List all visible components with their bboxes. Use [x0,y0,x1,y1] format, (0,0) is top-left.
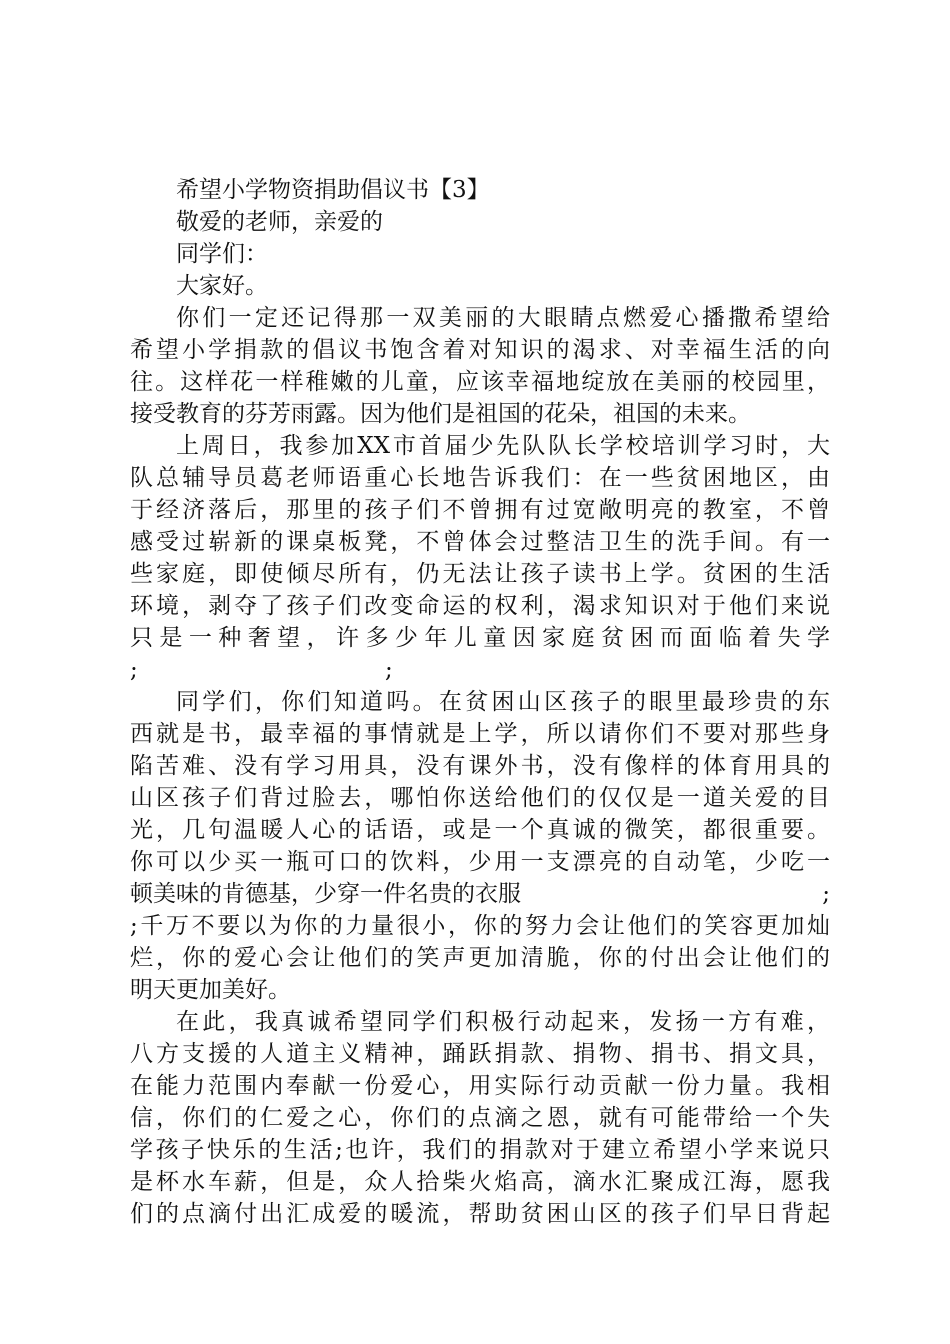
paragraph-3-line: 明天更加美好。 [130,977,291,1003]
document-title: 希望小学物资捐助倡议书【3】 [176,177,490,203]
document-body [130,174,830,1230]
paragraph-4-line: 信，你们的仁爱之心，你们的点滴之恩，就有可能带给一个失 [130,1105,830,1131]
paragraph-3-line: 陷苦难、没有学习用具，没有课外书，没有像样的体育用具的 [130,753,830,779]
paragraph-3-line: 你可以少买一瓶可口的饮料，少用一支漂亮的自动笔，少吃一 [130,849,830,875]
paragraph-3-line: 同学们，你们知道吗。在贫困山区孩子的眼里最珍贵的东 [176,689,830,715]
paragraph-4-line: 在能力范围内奉献一份爱心，用实际行动贡献一份力量。我相 [130,1073,830,1099]
paragraph-2-semicolons [130,654,830,686]
semicolon: ; [130,657,138,683]
paragraph-1-line: 接受教育的芬芳雨露。因为他们是祖国的花朵，祖国的未来。 [130,401,751,427]
paragraph-2-line: 队总辅导员葛老师语重心长地告诉我们：在一些贫困地区，由 [130,465,830,491]
paragraph-3-text: 顿美味的肯德基，少穿一件名贵的衣服 [130,881,521,907]
salutation-line-2: 同学们： [176,241,268,267]
paragraph-1-line: 希望小学捐款的倡议书饱含着对知识的渴求、对幸福生活的向 [130,337,830,363]
paragraph-2-line: 于经济落后，那里的孩子们不曾拥有过宽敞明亮的教室，不曾 [130,497,830,523]
paragraph-2-line: 只是一种奢望，许多少年儿童因家庭贫困而面临着失学 [130,625,830,651]
paragraph-3-line: 西就是书，最幸福的事情就是上学，所以请你们不要对那些身 [130,721,830,747]
semicolon: ; [385,657,393,683]
paragraph-2-line: 上周日，我参加XX市首届少先队队长学校培训学习时，大 [176,433,830,459]
paragraph-1-line: 你们一定还记得那一双美丽的大眼睛点燃爱心播撒希望给 [176,305,830,331]
paragraph-4-line: 在此，我真诚希望同学们积极行动起来，发扬一方有难， [176,1009,830,1035]
paragraph-1-line: 往。这样花一样稚嫩的儿童，应该幸福地绽放在美丽的校园里， [130,369,830,395]
salutation-line-1: 敬爱的老师，亲爱的 [176,209,383,235]
paragraph-3-line: 烂，你的爱心会让他们的笑声更加清脆，你的付出会让他们的 [130,945,830,971]
paragraph-4-line: 学孩子快乐的生活;也许，我们的捐款对于建立希望小学来说只 [130,1137,830,1163]
paragraph-2-line: 环境，剥夺了孩子们改变命运的权利，渴求知识对于他们来说 [130,593,830,619]
paragraph-4-line: 八方支援的人道主义精神，踊跃捐款、捐物、捐书、捐文具， [130,1041,830,1067]
paragraph-4-line: 们的点滴付出汇成爱的暖流，帮助贫困山区的孩子们早日背起 [130,1201,830,1227]
paragraph-2-line: 些家庭，即使倾尽所有，仍无法让孩子读书上学。贫困的生活 [130,561,830,587]
paragraph-3-line: ;千万不要以为你的力量很小，你的努力会让他们的笑容更加灿 [130,913,830,939]
semicolon: ; [822,881,830,907]
paragraph-2-line: 感受过崭新的课桌板凳，不曾体会过整洁卫生的洗手间。有一 [130,529,830,555]
paragraph-3-line [130,878,830,910]
greeting: 大家好。 [176,273,268,299]
paragraph-3-line: 山区孩子们背过脸去，哪怕你送给他们的仅仅是一道关爱的目 [130,785,830,811]
paragraph-3-line: 光，几句温暖人心的话语，或是一个真诚的微笑，都很重要。 [130,817,830,843]
paragraph-4-line: 是杯水车薪，但是，众人拾柴火焰高，滴水汇聚成江海，愿我 [130,1169,830,1195]
